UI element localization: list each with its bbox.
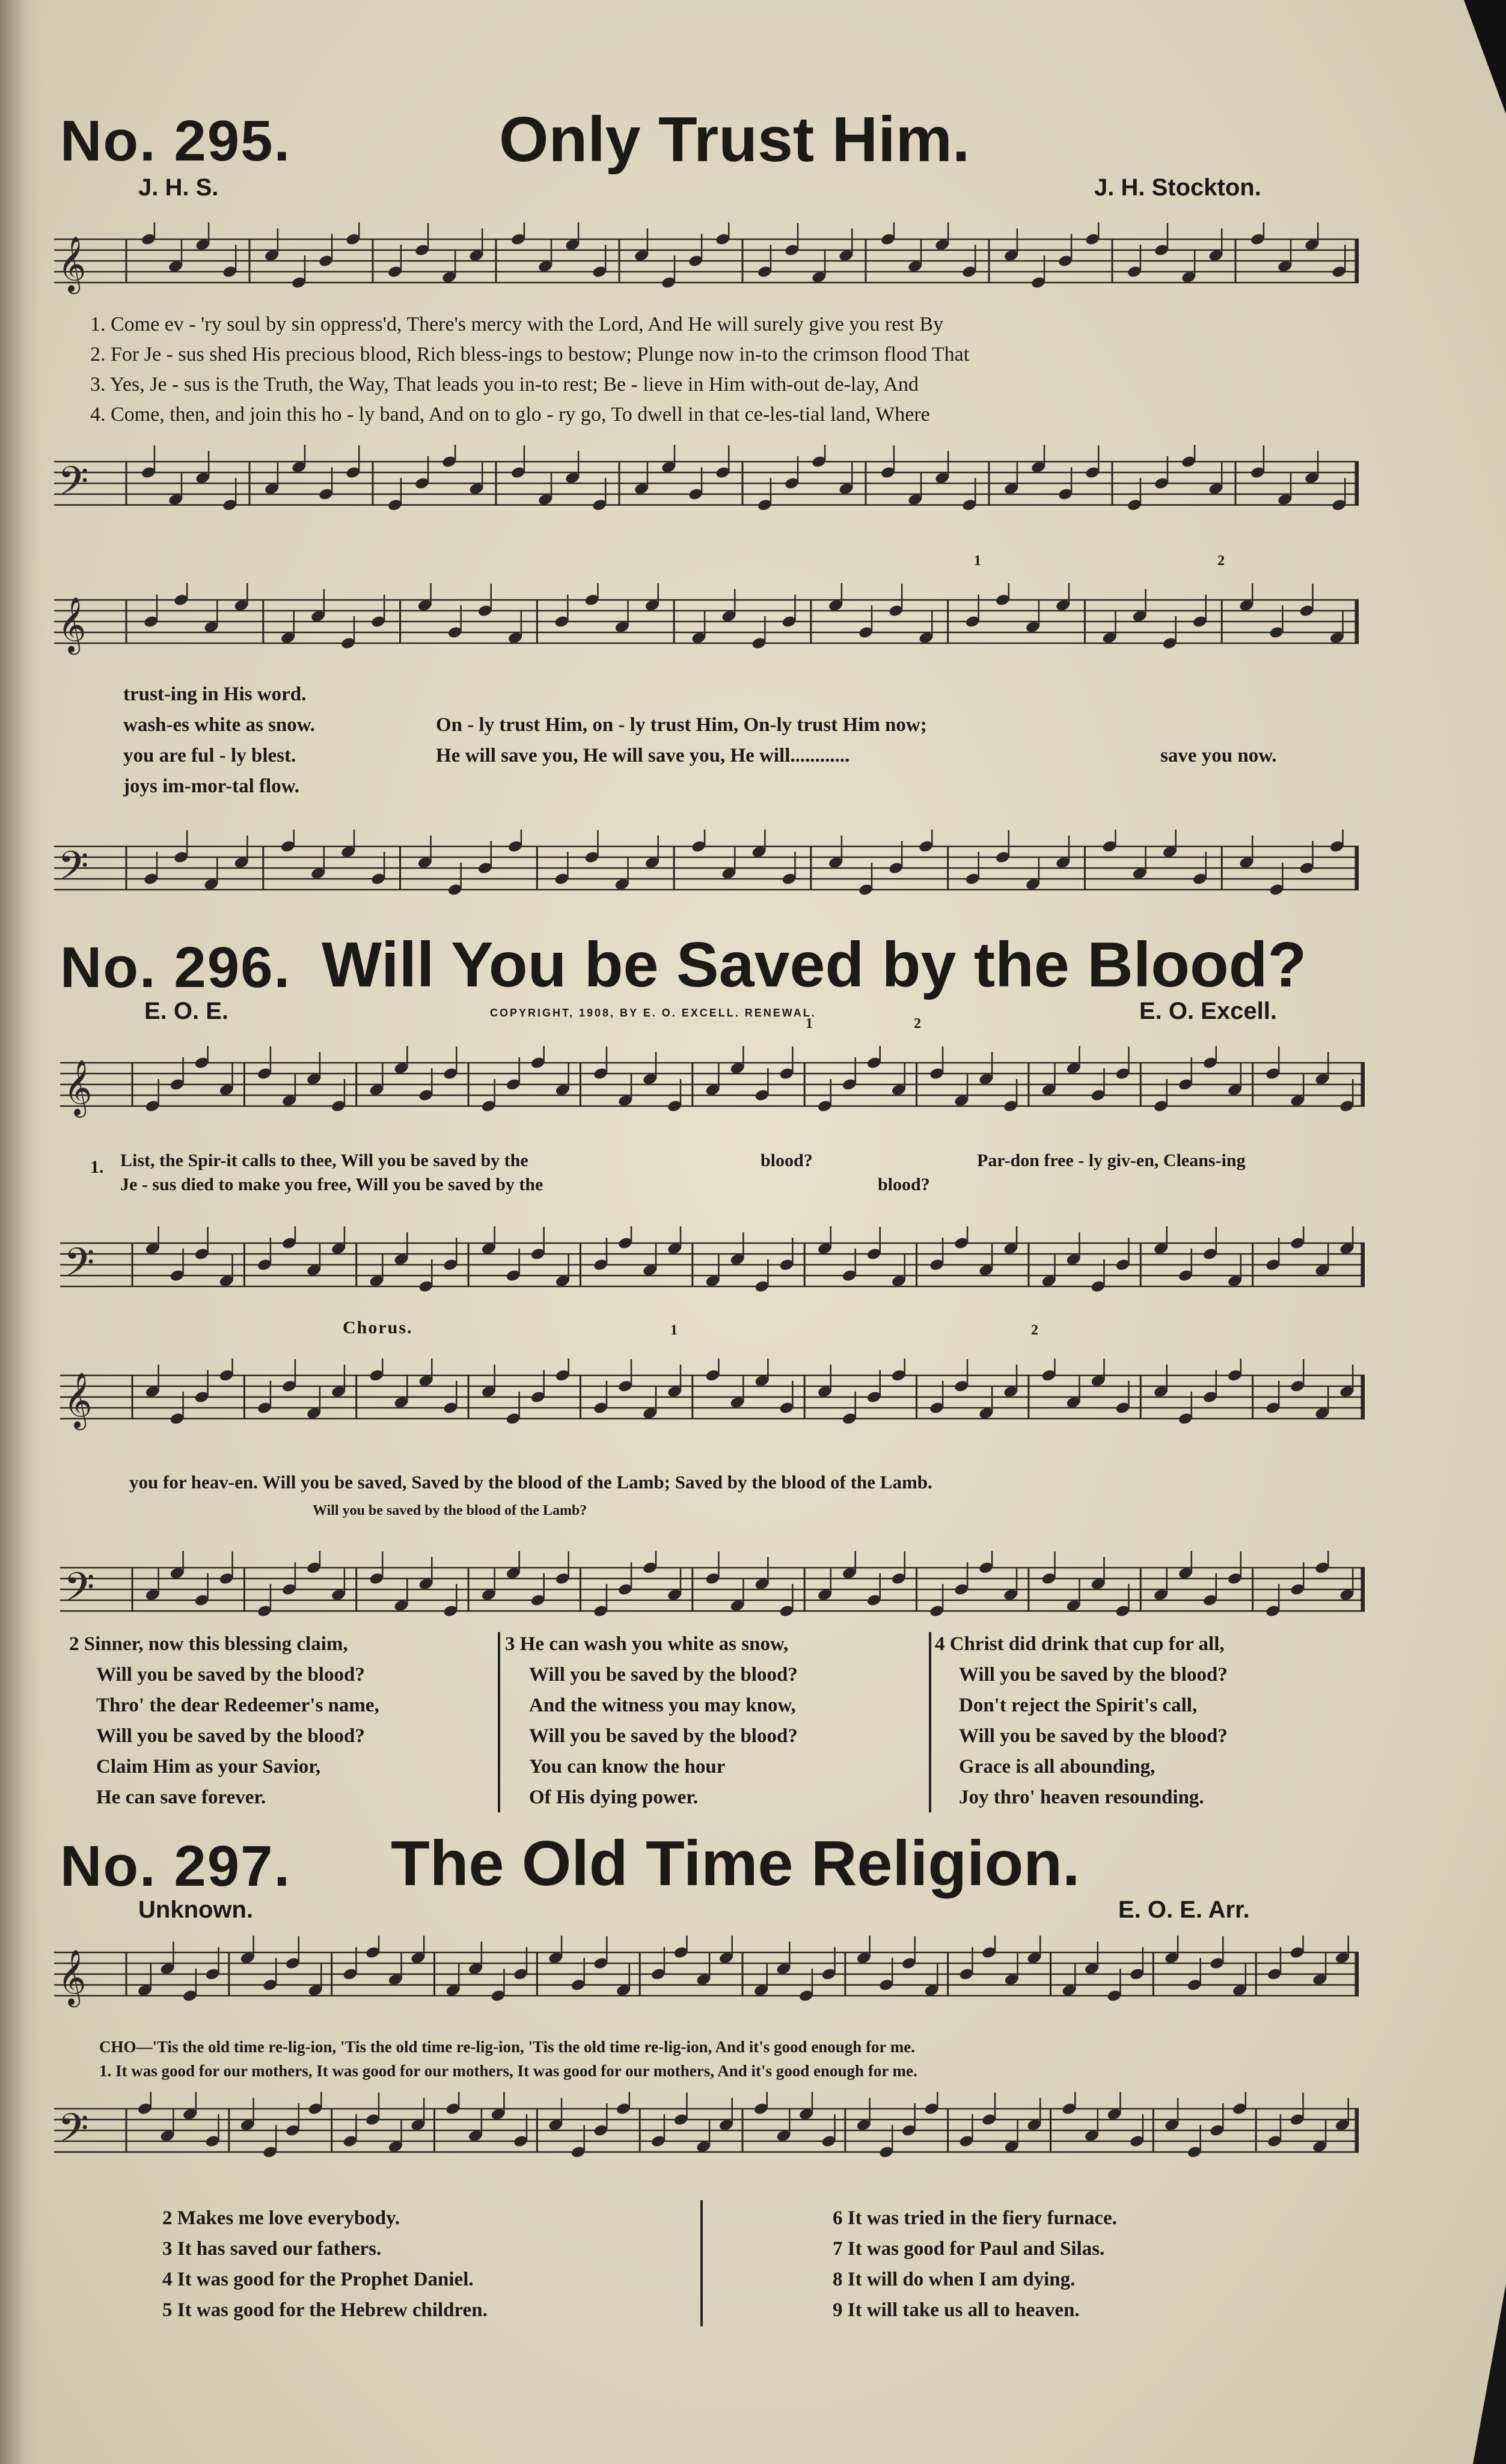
verse-number: 1. xyxy=(90,1157,104,1177)
column-divider xyxy=(929,1632,931,1812)
music-credit: E. O. E. Arr. xyxy=(1118,1897,1250,1923)
page-binding xyxy=(0,0,42,2464)
stanza-line: 4 Christ did drink that cup for all, xyxy=(935,1633,1225,1655)
stanza-line: Joy thro' heaven resounding. xyxy=(959,1787,1204,1808)
stanza-line: 8 It will do when I am dying. xyxy=(833,2269,1076,2290)
treble-staff xyxy=(60,1359,1365,1437)
stanza-line: 2 Makes me love everybody. xyxy=(162,2207,400,2229)
hymn-number: No. 295. xyxy=(60,109,292,173)
stanza-line: He can save forever. xyxy=(96,1787,266,1808)
stanza-line: Will you be saved by the blood? xyxy=(959,1725,1228,1747)
verse-ending: trust-ing in His word. xyxy=(123,683,307,705)
verse-line-end: blood? xyxy=(878,1175,930,1194)
chorus-lyrics: CHO—'Tis the old time re-lig-ion, 'Tis the old time re-lig-ion, 'Tis the old time re-lig-ion, And it's good enough for me. xyxy=(99,2038,916,2056)
stanza-line: Thro' the dear Redeemer's name, xyxy=(96,1695,379,1716)
refrain-line: He will save you, He will save you, He will............ xyxy=(436,745,850,766)
clef-icon: 𝄞 xyxy=(58,596,87,652)
refrain-line: On - ly trust Him, on - ly trust Him, On-ly trust Him now; xyxy=(436,714,927,736)
clef-icon: 𝄞 xyxy=(58,1949,87,2005)
chorus-lyrics: you for heav-en. Will you be saved, Saved by the blood of the Lamb; Saved by the blood of the Lamb. xyxy=(129,1472,932,1493)
clef-icon: 𝄢 xyxy=(58,843,89,899)
stanza-line: 9 It will take us all to heaven. xyxy=(833,2299,1080,2321)
hymn-number: No. 296. xyxy=(60,935,292,1000)
clef-icon: 𝄞 xyxy=(64,1059,93,1115)
bass-staff xyxy=(54,445,1359,523)
stanza-4 xyxy=(935,1629,1228,1813)
verse-ending: you are ful - ly blest. xyxy=(123,745,296,766)
stanza-line: 4 It was good for the Prophet Daniel. xyxy=(162,2269,474,2290)
stanza-line: 5 It was good for the Hebrew children. xyxy=(162,2299,488,2321)
stanza-line: 6 It was tried in the fiery furnace. xyxy=(833,2207,1117,2229)
refrain-end: save you now. xyxy=(1160,745,1277,766)
stanza-line: Will you be saved by the blood? xyxy=(96,1664,365,1686)
verse-line: 4. Come, then, and join this ho - ly band, And on to glo - ry go, To dwell in that ce-les-tial land, Where xyxy=(90,403,930,426)
hymn-title: Will You be Saved by the Blood? xyxy=(322,929,1307,1000)
treble-staff xyxy=(54,1936,1359,2014)
stanza-line: Grace is all abounding, xyxy=(959,1756,1156,1778)
music-credit: E. O. Excell. xyxy=(1139,998,1278,1024)
page-corner-bottom xyxy=(1473,2284,1506,2464)
music-credit: J. H. Stockton. xyxy=(1094,174,1261,201)
bass-staff xyxy=(54,830,1359,908)
stanza-line: 2 Sinner, now this blessing claim, xyxy=(69,1633,348,1655)
words-credit: Unknown. xyxy=(138,1897,254,1923)
column-divider xyxy=(700,2200,703,2326)
verse-line: 2. For Je - sus shed His precious blood, Rich bless-ings to bestow; Plunge now in-to the crimson flood That xyxy=(90,343,970,365)
verse-line: 3. Yes, Je - sus is the Truth, the Way, That leads you in-to rest; Be - lieve in Him with-out de-lay, And xyxy=(90,373,919,396)
words-credit: E. O. E. xyxy=(144,998,229,1024)
stanza-line: You can know the hour xyxy=(529,1756,726,1778)
ending-1-label: 1 xyxy=(670,1322,678,1338)
stanza-line: 7 It was good for Paul and Silas. xyxy=(833,2238,1105,2260)
stanza-line: Will you be saved by the blood? xyxy=(529,1664,798,1686)
chorus-label: Chorus. xyxy=(343,1318,413,1337)
clef-icon: 𝄞 xyxy=(64,1372,93,1428)
chorus-bass-lyrics: Will you be saved by the blood of the Lamb? xyxy=(313,1503,587,1518)
verses-right xyxy=(833,2203,1117,2326)
ending-1-label: 1 xyxy=(806,1016,813,1032)
stanza-line: Will you be saved by the blood? xyxy=(959,1664,1228,1686)
stanza-line: Of His dying power. xyxy=(529,1787,699,1808)
hymn-title: The Old Time Religion. xyxy=(391,1828,1080,1899)
stanza-line: Claim Him as your Savior, xyxy=(96,1756,321,1778)
ending-2-label: 2 xyxy=(1031,1322,1038,1338)
verse-ending: joys im-mor-tal flow. xyxy=(123,775,299,797)
stanza-line: 3 He can wash you white as snow, xyxy=(505,1633,789,1655)
verse-line: Par-don free - ly giv-en, Cleans-ing xyxy=(977,1151,1246,1170)
stanza-2 xyxy=(69,1629,379,1813)
treble-staff xyxy=(54,222,1359,301)
verses-left xyxy=(162,2203,488,2326)
verse-ending: wash-es white as snow. xyxy=(123,714,316,736)
ending-2-label: 2 xyxy=(914,1016,921,1032)
ending-2-label: 2 xyxy=(1217,553,1225,569)
column-divider xyxy=(498,1632,500,1812)
copyright-notice: COPYRIGHT, 1908, BY E. O. EXCELL. RENEWAL. xyxy=(490,1007,816,1019)
bass-staff xyxy=(60,1551,1365,1629)
clef-icon: 𝄢 xyxy=(58,2105,89,2161)
stanza-3 xyxy=(505,1629,798,1813)
stanza-line: And the witness you may know, xyxy=(529,1695,796,1716)
stanza-line: Will you be saved by the blood? xyxy=(529,1725,798,1747)
ending-1-label: 1 xyxy=(974,553,981,569)
verse-line: List, the Spir-it calls to thee, Will you be saved by the xyxy=(120,1151,528,1170)
treble-staff xyxy=(54,583,1359,661)
stanza-line: Don't reject the Spirit's call, xyxy=(959,1695,1198,1716)
verse-line: Je - sus died to make you free, Will you be saved by the xyxy=(120,1175,543,1194)
page-corner-top xyxy=(1464,0,1506,114)
clef-icon: 𝄞 xyxy=(58,236,87,292)
verse-line: 1. Come ev - 'ry soul by sin oppress'd, There's mercy with the Lord, And He will surely give you rest By xyxy=(90,313,944,335)
words-credit: J. H. S. xyxy=(138,174,219,201)
bass-staff xyxy=(60,1226,1365,1304)
clef-icon: 𝄢 xyxy=(64,1240,95,1295)
hymn-title: Only Trust Him. xyxy=(499,104,970,175)
clef-icon: 𝄢 xyxy=(58,458,89,514)
stanza-line: 3 It has saved our fathers. xyxy=(162,2238,382,2260)
treble-staff xyxy=(60,1046,1365,1124)
stanza-line: Will you be saved by the blood? xyxy=(96,1725,365,1747)
verse-endings xyxy=(123,679,315,802)
hymn-number: No. 297. xyxy=(60,1834,292,1898)
verse-lyrics xyxy=(90,310,969,430)
verse-lyrics: 1. It was good for our mothers, It was good for our mothers, It was good for our mothers, And it's good enough for me. xyxy=(99,2062,917,2080)
verse-line-end: blood? xyxy=(761,1151,813,1170)
bass-staff xyxy=(54,2092,1359,2170)
clef-icon: 𝄢 xyxy=(64,1564,95,1620)
